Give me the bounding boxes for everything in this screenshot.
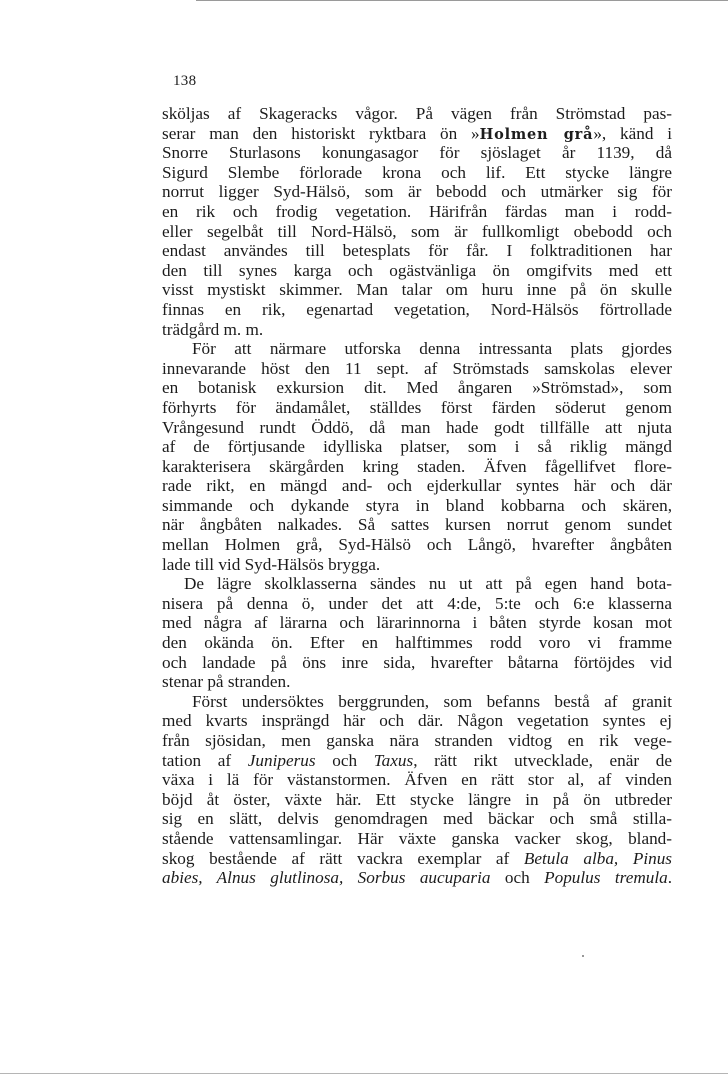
text-line: simmande och dykande styra in bland kobbarna och skären, [162,495,672,515]
text-line: af de förtjusande idylliska platser, som i så riklig mängd [162,437,672,457]
top-edge-rule [196,0,728,1]
species-name: Taxus [373,750,414,770]
species-name: Populus tremula [544,868,668,888]
text-line: från sjösidan, men ganska nära stranden vidtog en rik vege- [162,731,672,750]
species-name: Juniperus [247,750,316,770]
text-line: sköljas af Skageracks vågor. På vägen från Strömstad pas- [162,104,672,123]
text-line: stående vattensamlingar. Här växte ganska vacker skog, bland- [162,828,672,848]
text-line: den okända ön. Efter en halftimmes rodd voro vi framme [162,633,672,653]
text-line: norrut ligger Syd-Hälsö, som är bebodd och utmärker sig för [162,182,672,202]
text-line: nisera på denna ö, under det att 4:de, 5:te och 6:e klasserna [162,593,672,613]
text-line: med några af lärarna och lärarinnorna i båten styrde kosan mot [162,613,672,633]
text-line: karakterisera skärgården kring staden. Äfven fågellifvet flore- [162,456,672,476]
text-line: eller segelbåt till Nord-Hälsö, som är fullkomligt obebodd och [162,221,672,241]
spaced-place-name: Holmen grå [479,125,594,143]
text-line: Snorre Sturlasons konungasagor för sjöslaget år 1139, då [162,143,672,163]
text-line: lade till vid Syd-Hälsös brygga. [162,554,381,574]
text-line: när ångbåten nalkades. Så sattes kursen norrut genom sundet [162,515,672,535]
text-line: Sigurd Slembe förlorade krona och lif. Ett stycke längre [162,162,672,182]
text-line: stenar på stranden. [162,672,291,692]
text-line: visst mystiskt skimmer. Man talar om huru inne på ön skulle [162,280,672,300]
paragraph-start-line: Först undersöktes berggrunden, som befanns bestå af granit [192,691,672,711]
text-line: Vrångesund rundt Öddö, då man hade godt tillfälle att njuta [162,417,672,437]
paragraph-start-line: De lägre skolklasserna sändes nu ut att på egen hand bota- [184,574,672,594]
text-line: och landade på öns inre sida, hvarefter båtarna förtöjdes vid [162,652,672,672]
species-name: abies, Alnus glutlinosa, Sorbus aucuparia [162,868,491,888]
text-line: skog bestående af rätt vackra exemplar af Betula alba, Pinus [162,848,672,868]
text-line: sig en slätt, delvis genomdragen med bäckar och små stilla- [162,809,672,829]
text-line: en rik och frodig vegetation. Härifrån färdas man i rodd- [162,201,672,221]
page-number: 138 [173,73,197,89]
text-line: en botanisk exkursion dit. Med ångaren »Strömstad», som [162,378,672,398]
body-text [162,104,672,888]
species-name: Betula alba, Pinus [523,848,672,868]
text-line: trädgård m. m. [162,319,264,339]
text-line: abies, Alnus glutlinosa, Sorbus aucuparia och Populus tremula. [162,868,672,888]
text-line: mellan Holmen grå, Syd-Hälsö och Långö, hvarefter ångbåten [162,535,672,555]
text-line: med kvarts insprängd här och där. Någon vegetation syntes ej [162,711,672,731]
bottom-edge-rule [0,1073,728,1074]
scan-speck [582,955,584,957]
text-line: endast användes till betesplats för får. I folktraditionen har [162,241,672,261]
text-line: rade rikt, en mängd and- och ejderkullar syntes här och där [162,476,672,496]
text-line: serar man den historiskt ryktbara ön »Holmen grå», känd i [162,123,672,143]
text-line: böjd åt öster, växte här. Ett stycke längre in på ön utbreder [162,789,672,809]
paragraph-start-line: För att närmare utforska denna intressanta plats gjordes [192,339,672,359]
text-line: finnas en rik, egenartad vegetation, Nord-Hälsös förtrollade [162,299,672,319]
text-line: tation af Juniperus och Taxus, rätt rikt utvecklade, enär de [162,750,672,770]
text-line: förhyrts för ändamålet, ställdes först färden söderut genom [162,397,672,417]
text-line: växa i lä för västanstormen. Äfven en rätt stor al, af vinden [162,770,672,790]
text-line: den till synes karga och ogästvänliga ön omgifvits med ett [162,260,672,280]
text-line: innevarande höst den 11 sept. af Strömstads samskolas elever [162,358,672,378]
